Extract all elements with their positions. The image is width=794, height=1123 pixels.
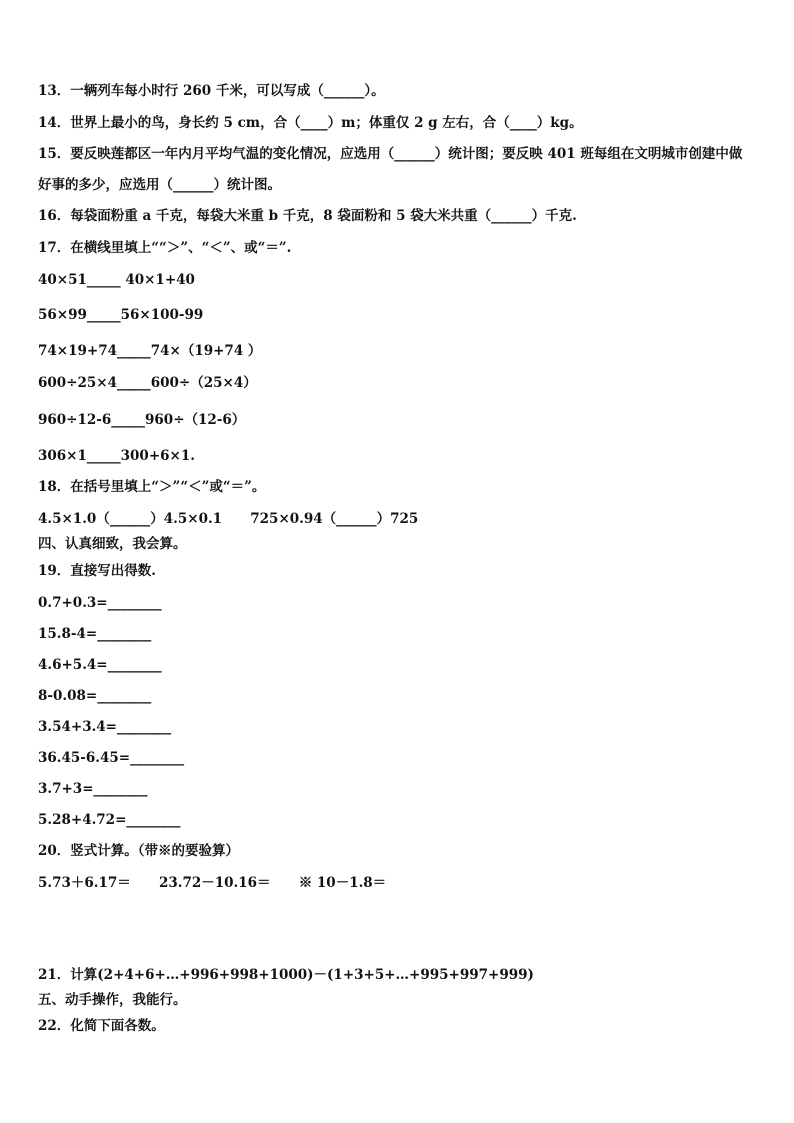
section-4-heading-text: 四、认真细致，我会算。 bbox=[38, 536, 187, 552]
calc-item-5-text: 3.54+3.4=________ bbox=[38, 719, 171, 735]
question-15-text: 15．要反映莲都区一年内月平均气温的变化情况，应选用（______）统计图；要反映 401 班每组在文明城市创建中做 bbox=[38, 146, 743, 162]
compare-item-6-text: 306×1_____300+6×1. bbox=[38, 448, 195, 464]
compare-item-6 bbox=[38, 447, 768, 465]
calc-item-5 bbox=[38, 718, 768, 736]
compare-item-5 bbox=[38, 411, 768, 429]
question-19 bbox=[38, 562, 768, 580]
question-21-text: 21．计算(2+4+6+…+996+998+1000)－(1+3+5+…+995+997+999) bbox=[38, 967, 534, 983]
question-22 bbox=[38, 1017, 768, 1035]
compare-item-1 bbox=[38, 271, 768, 289]
question-15-cont-text: 好事的多少，应选用（______）统计图。 bbox=[38, 177, 281, 193]
calc-item-8 bbox=[38, 811, 768, 829]
calc-item-8-text: 5.28+4.72=________ bbox=[38, 812, 181, 828]
question-13-text: 13．一辆列车每小时行 260 千米，可以写成（______）。 bbox=[38, 83, 385, 99]
question-18 bbox=[38, 478, 768, 496]
compare-item-3 bbox=[38, 342, 768, 360]
question-17 bbox=[38, 239, 768, 257]
question-16-text: 16．每袋面粉重 a 千克，每袋大米重 b 千克，8 袋面粉和 5 袋大米共重（______）千克. bbox=[38, 208, 577, 224]
question-15 bbox=[38, 145, 768, 163]
calc-item-4 bbox=[38, 687, 768, 705]
compare-item-5-text: 960÷12-6_____960÷（12-6） bbox=[38, 412, 246, 428]
calc-item-6-text: 36.45-6.45=________ bbox=[38, 750, 185, 766]
question-15-cont bbox=[38, 176, 768, 194]
calc-item-7 bbox=[38, 780, 768, 798]
question-16 bbox=[38, 207, 768, 225]
question-22-text: 22．化简下面各数。 bbox=[38, 1018, 165, 1034]
compare-item-3-text: 74×19+74_____74×（19+74 ） bbox=[38, 343, 262, 359]
question-17-text: 17．在横线里填上““＞”、“＜”、或“＝”. bbox=[38, 240, 292, 256]
compare-item-2 bbox=[38, 306, 768, 324]
calc-item-3-text: 4.6+5.4=________ bbox=[38, 657, 162, 673]
question-19-text: 19．直接写出得数. bbox=[38, 563, 156, 579]
section-5-heading bbox=[38, 991, 768, 1009]
calc-item-1-text: 0.7+0.3=________ bbox=[38, 595, 162, 611]
question-18-items-text: 4.5×1.0（______）4.5×0.1 725×0.94（______）725 bbox=[38, 511, 419, 527]
question-18-text: 18．在括号里填上“＞”“＜”或“＝”。 bbox=[38, 479, 266, 495]
question-14-text: 14．世界上最小的鸟，身长约 5 cm，合（____）m；体重仅 2 g 左右，合（____）kg。 bbox=[38, 115, 583, 131]
question-14 bbox=[38, 114, 768, 132]
question-13 bbox=[38, 82, 768, 100]
question-20 bbox=[38, 842, 768, 860]
compare-item-4 bbox=[38, 374, 768, 392]
calc-item-2 bbox=[38, 625, 768, 643]
section-5-heading-text: 五、动手操作，我能行。 bbox=[38, 992, 187, 1008]
calc-item-2-text: 15.8-4=________ bbox=[38, 626, 152, 642]
question-20-items bbox=[38, 874, 768, 892]
calc-item-6 bbox=[38, 749, 768, 767]
calc-item-4-text: 8-0.08=________ bbox=[38, 688, 152, 704]
calc-item-7-text: 3.7+3=________ bbox=[38, 781, 148, 797]
calc-item-1 bbox=[38, 594, 768, 612]
calc-item-3 bbox=[38, 656, 768, 674]
compare-item-4-text: 600÷25×4_____600÷（25×4） bbox=[38, 375, 257, 391]
question-21 bbox=[38, 966, 768, 984]
question-20-items-text: 5.73＋6.17＝ 23.72－10.16＝ ※ 10－1.8＝ bbox=[38, 875, 387, 891]
compare-item-2-text: 56×99_____56×100-99 bbox=[38, 307, 204, 323]
question-18-items bbox=[38, 510, 768, 528]
compare-item-1-text: 40×51_____ 40×1+40 bbox=[38, 272, 195, 288]
question-20-text: 20．竖式计算。（带※的要验算） bbox=[38, 843, 240, 859]
section-4-heading bbox=[38, 535, 768, 553]
